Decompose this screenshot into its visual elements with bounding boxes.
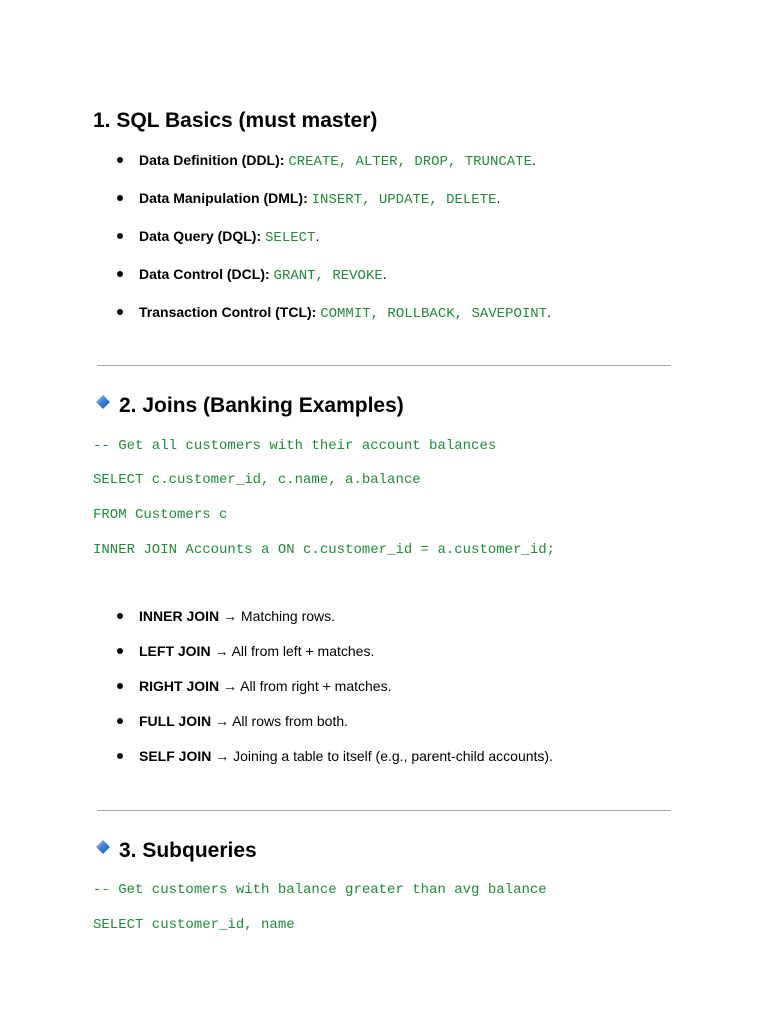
bullet-icon: [117, 683, 123, 689]
code-line: SELECT customer_id, name: [93, 917, 295, 933]
bullet-icon: [117, 309, 123, 315]
bullet-icon: [117, 613, 123, 619]
document-page: 1. SQL Basics (must master) Data Definition (DDL): CREATE, ALTER, DROP, TRUNCATE. Data Manipulation (DML): INSERT, UPDATE, DELETE. Data Query (DQL): SELECT. Data Control (DCL): GRANT, REVOKE. Transaction Control (TCL): COMMIT, ROLLBACK, SAVEPOINT. 2. Joins (Banking Examples) -- Get all customers with their account balances SELECT c.customer_id, c.name, a.balance FROM Customers c INNER JOIN Accounts a ON c.customer_id = a.customer_id; INNER JOIN → Matching rows. LEFT JOIN → All from left + matches. RIGHT JOIN → All from right + matches. FULL JOIN → All rows from both. SELF JOIN → Joining a table to itself (e.g., parent-child accounts). 3. Subqueries -- Get customers with balance greater than avg balance SELECT customer_id, name: [0, 0, 768, 1024]
bullet-icon: [117, 753, 123, 759]
horizontal-divider: [97, 810, 671, 811]
bullet-icon: [117, 233, 123, 239]
code-comment: -- Get customers with balance greater than avg balance: [93, 882, 547, 898]
section-1-title: 1. SQL Basics (must master): [93, 109, 378, 132]
horizontal-divider: [97, 365, 671, 366]
bullet-icon: [117, 157, 123, 163]
blue-diamond-icon: [96, 395, 110, 409]
code-comment: -- Get all customers with their account balances: [93, 438, 497, 454]
code-line: FROM Customers c: [93, 507, 228, 523]
section-3-title: 3. Subqueries: [93, 839, 257, 863]
bullet-icon: [117, 648, 123, 654]
blue-diamond-icon: [96, 840, 110, 854]
bullet-icon: [117, 718, 123, 724]
code-line: INNER JOIN Accounts a ON c.customer_id = a.customer_id;: [93, 542, 556, 558]
section-2-title: 2. Joins (Banking Examples): [93, 394, 404, 418]
bullet-icon: [117, 271, 123, 277]
bullet-icon: [117, 195, 123, 201]
code-line: SELECT c.customer_id, c.name, a.balance: [93, 472, 421, 488]
